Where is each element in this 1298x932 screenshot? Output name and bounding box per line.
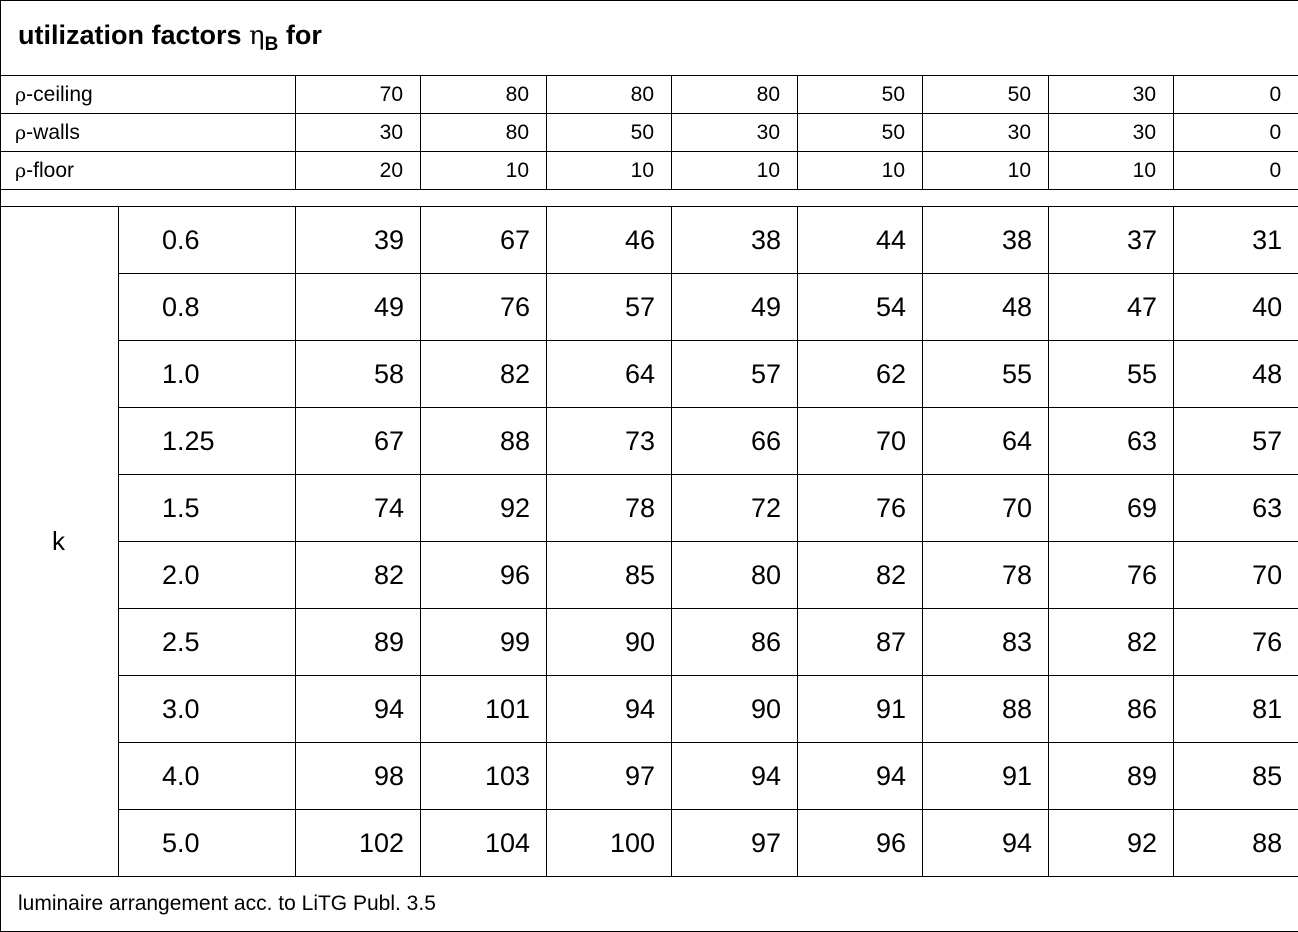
utilization-value: 85 (547, 542, 672, 609)
table-row (1, 810, 1298, 877)
utilization-value: 94 (798, 743, 923, 810)
reflectance-value: 30 (296, 114, 421, 152)
reflectance-value: 10 (547, 152, 672, 190)
reflectance-row (1, 152, 1298, 190)
utilization-value: 90 (547, 609, 672, 676)
footer-row (1, 877, 1298, 932)
utilization-value: 64 (547, 341, 672, 408)
utilization-value: 88 (421, 408, 547, 475)
utilization-value: 64 (923, 408, 1049, 475)
utilization-value: 76 (1049, 542, 1174, 609)
utilization-value: 100 (547, 810, 672, 877)
utilization-value: 58 (296, 341, 421, 408)
utilization-value: 86 (1049, 676, 1174, 743)
reflectance-label (1, 152, 296, 190)
utilization-value: 104 (421, 810, 547, 877)
utilization-value: 83 (923, 609, 1049, 676)
utilization-value: 66 (672, 408, 798, 475)
table-title (1, 1, 1298, 76)
utilization-value: 89 (296, 609, 421, 676)
reflectance-value: 10 (672, 152, 798, 190)
table-row (1, 542, 1298, 609)
reflectance-value: 70 (296, 76, 421, 114)
reflectance-row (1, 76, 1298, 114)
utilization-value: 90 (672, 676, 798, 743)
reflectance-value: 80 (672, 76, 798, 114)
title-prefix: utilization factors (18, 20, 242, 50)
utilization-value: 91 (923, 743, 1049, 810)
utilization-value: 62 (798, 341, 923, 408)
utilization-value: 101 (421, 676, 547, 743)
utilization-value: 76 (798, 475, 923, 542)
reflectance-name: -floor (26, 159, 74, 182)
utilization-value: 88 (923, 676, 1049, 743)
reflectance-value: 50 (547, 114, 672, 152)
utilization-value: 98 (296, 743, 421, 810)
utilization-value: 39 (296, 207, 421, 274)
utilization-value: 70 (798, 408, 923, 475)
room-index-value: 1.5 (119, 475, 296, 542)
spacer-cell (1, 190, 1298, 207)
rho-symbol: ρ (15, 84, 26, 106)
reflectance-value: 30 (1049, 114, 1174, 152)
utilization-value: 97 (672, 810, 798, 877)
utilization-value: 57 (672, 341, 798, 408)
table-row (1, 475, 1298, 542)
reflectance-value: 10 (421, 152, 547, 190)
spacer-row (1, 190, 1298, 207)
reflectance-value: 0 (1174, 152, 1298, 190)
reflectance-value: 10 (798, 152, 923, 190)
utilization-value: 67 (296, 408, 421, 475)
reflectance-value: 10 (923, 152, 1049, 190)
utilization-value: 48 (923, 274, 1049, 341)
utilization-value: 92 (421, 475, 547, 542)
room-index-value: 0.6 (119, 207, 296, 274)
utilization-value: 69 (1049, 475, 1174, 542)
reflectance-value: 0 (1174, 76, 1298, 114)
utilization-value: 57 (1174, 408, 1298, 475)
utilization-value: 54 (798, 274, 923, 341)
table-row (1, 676, 1298, 743)
reflectance-value: 80 (547, 76, 672, 114)
utilization-value: 86 (672, 609, 798, 676)
table-row (1, 341, 1298, 408)
utilization-value: 78 (923, 542, 1049, 609)
utilization-value: 94 (923, 810, 1049, 877)
footer-note: luminaire arrangement acc. to LiTG Publ. 3.5 (1, 877, 1298, 932)
utilization-value: 48 (1174, 341, 1298, 408)
utilization-value: 76 (1174, 609, 1298, 676)
utilization-value: 63 (1174, 475, 1298, 542)
reflectance-value: 30 (923, 114, 1049, 152)
utilization-value: 92 (1049, 810, 1174, 877)
reflectance-value: 30 (672, 114, 798, 152)
utilization-value: 94 (547, 676, 672, 743)
reflectance-value: 20 (296, 152, 421, 190)
utilization-value: 91 (798, 676, 923, 743)
reflectance-name: -walls (26, 121, 80, 144)
utilization-value: 40 (1174, 274, 1298, 341)
reflectance-value: 30 (1049, 76, 1174, 114)
room-index-value: 1.25 (119, 408, 296, 475)
reflectance-value: 0 (1174, 114, 1298, 152)
utilization-value: 102 (296, 810, 421, 877)
room-index-value: 1.0 (119, 341, 296, 408)
utilization-value: 38 (923, 207, 1049, 274)
room-index-value: 4.0 (119, 743, 296, 810)
reflectance-label (1, 114, 296, 152)
table-row (1, 207, 1298, 274)
utilization-value: 78 (547, 475, 672, 542)
room-index-value: 2.5 (119, 609, 296, 676)
utilization-value: 44 (798, 207, 923, 274)
room-index-value: 0.8 (119, 274, 296, 341)
reflectance-value: 50 (798, 114, 923, 152)
title-row (1, 1, 1298, 76)
utilization-value: 72 (672, 475, 798, 542)
room-index-value: 2.0 (119, 542, 296, 609)
reflectance-value: 50 (923, 76, 1049, 114)
utilization-value: 76 (421, 274, 547, 341)
utilization-value: 67 (421, 207, 547, 274)
utilization-value: 97 (547, 743, 672, 810)
utilization-value: 57 (547, 274, 672, 341)
room-index-value: 3.0 (119, 676, 296, 743)
utilization-value: 49 (296, 274, 421, 341)
utilization-value: 96 (421, 542, 547, 609)
eta-symbol: η (249, 21, 265, 51)
reflectance-name: -ceiling (26, 83, 93, 106)
eta-subscript: B (265, 34, 279, 55)
utilization-value: 73 (547, 408, 672, 475)
utilization-value: 85 (1174, 743, 1298, 810)
utilization-value: 94 (296, 676, 421, 743)
utilization-value: 82 (798, 542, 923, 609)
utilization-value: 81 (1174, 676, 1298, 743)
utilization-value: 96 (798, 810, 923, 877)
reflectance-value: 50 (798, 76, 923, 114)
room-index-label: k (1, 207, 119, 877)
rho-symbol: ρ (15, 160, 26, 182)
utilization-value: 38 (672, 207, 798, 274)
utilization-value: 80 (672, 542, 798, 609)
utilization-value: 47 (1049, 274, 1174, 341)
reflectance-value: 10 (1049, 152, 1174, 190)
reflectance-row (1, 114, 1298, 152)
utilization-value: 49 (672, 274, 798, 341)
utilization-value: 103 (421, 743, 547, 810)
utilization-value: 82 (1049, 609, 1174, 676)
table-row (1, 609, 1298, 676)
room-index-value: 5.0 (119, 810, 296, 877)
utilization-value: 82 (421, 341, 547, 408)
table-row (1, 274, 1298, 341)
utilization-value: 70 (923, 475, 1049, 542)
utilization-value: 82 (296, 542, 421, 609)
utilization-value: 55 (1049, 341, 1174, 408)
utilization-value: 46 (547, 207, 672, 274)
reflectance-label (1, 76, 296, 114)
table-row (1, 408, 1298, 475)
rho-symbol: ρ (15, 122, 26, 144)
utilization-value: 31 (1174, 207, 1298, 274)
table-row (1, 743, 1298, 810)
utilization-value: 87 (798, 609, 923, 676)
title-suffix: for (286, 20, 322, 50)
reflectance-value: 80 (421, 114, 547, 152)
utilization-value: 89 (1049, 743, 1174, 810)
utilization-value: 94 (672, 743, 798, 810)
utilization-value: 88 (1174, 810, 1298, 877)
utilization-value: 70 (1174, 542, 1298, 609)
utilization-value: 99 (421, 609, 547, 676)
utilization-value: 55 (923, 341, 1049, 408)
reflectance-value: 80 (421, 76, 547, 114)
utilization-value: 37 (1049, 207, 1174, 274)
utilization-value: 63 (1049, 408, 1174, 475)
utilization-value: 74 (296, 475, 421, 542)
